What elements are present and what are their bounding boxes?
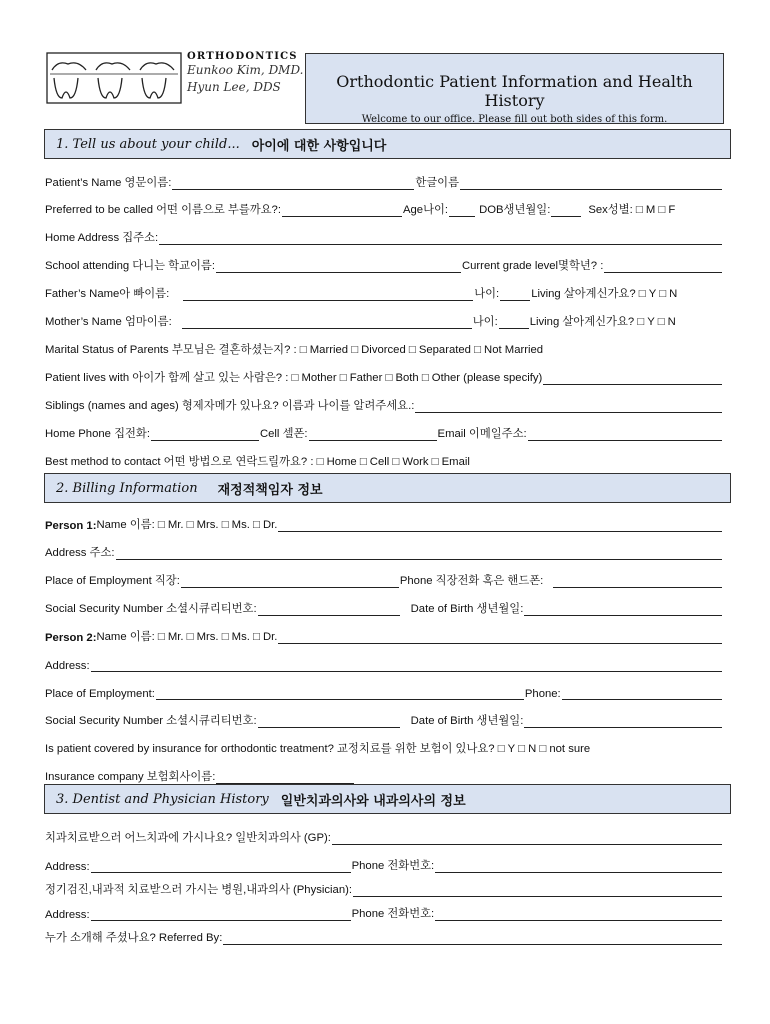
form-subtitle: Welcome to our office. Please fill out both sides of this form. [361, 114, 668, 125]
person1-ssn-label: Social Security Number 소셜시큐리티번호: [45, 603, 257, 615]
referred-field[interactable] [223, 932, 722, 945]
home-address-label: Home Address 집주소: [45, 232, 159, 244]
row-patient-name [45, 172, 723, 190]
person1-phone-field[interactable] [553, 575, 722, 588]
home-phone-field[interactable] [151, 428, 259, 441]
gp-phone-label: Phone 전화번호: [351, 860, 435, 872]
person1-ssn-field[interactable] [258, 603, 400, 616]
section-3-header [44, 784, 731, 814]
physician-field[interactable] [353, 884, 722, 897]
cell-label: Cell 셀폰: [259, 428, 308, 440]
section-1-title: 1. Tell us about your child... [56, 136, 240, 152]
section-1-title-ko: 아이에 대한 사항입니다 [251, 138, 387, 154]
section-2-header [44, 473, 731, 503]
grade-label: Current grade level몇학년? : [461, 260, 604, 272]
tooth-logo-icon [46, 52, 182, 104]
father-label: Father’s Name아 빠이름: [45, 288, 170, 300]
practice-name: ORTHODONTICS [187, 51, 298, 62]
person2-dob-field[interactable] [524, 715, 722, 728]
practice-info [187, 51, 305, 96]
insurance-question[interactable]: Is patient covered by insurance for orthodontic treatment? 교정치료를 위한 보험이 있나요? □ Y □ N □ not sure [45, 743, 591, 755]
person2-name-field[interactable] [278, 631, 722, 644]
row-lives-with [45, 367, 723, 385]
person2-label: Person 2: [45, 632, 97, 644]
preferred-label: Preferred to be called 어떤 이름으로 부를까요?: [45, 204, 281, 216]
korean-name-label: 한글이름 [415, 177, 459, 189]
row-referred [45, 927, 723, 945]
referred-label: 누가 소개해 주셨나요? Referred By: [45, 932, 223, 944]
siblings-field[interactable] [415, 400, 722, 413]
row-home-address [45, 227, 723, 245]
row-contact [45, 451, 723, 469]
physician-phone-label: Phone 전화번호: [351, 908, 435, 920]
person2-address-field[interactable] [91, 659, 722, 672]
doctor-1: Eunkoo Kim, DMD. [187, 63, 304, 77]
patient-name-label: Patient’s Name 영문이름: [45, 177, 172, 189]
school-field[interactable] [216, 260, 461, 273]
row-mother [45, 311, 723, 329]
person1-address-label: Address 주소: [45, 547, 115, 559]
row-person1-name [45, 514, 723, 532]
grade-field[interactable] [604, 260, 722, 273]
row-insurance-question [45, 738, 723, 756]
father-field[interactable] [183, 288, 473, 301]
row-person1-address [45, 542, 723, 560]
preferred-field[interactable] [282, 204, 402, 217]
age-label: Age나이: [402, 204, 449, 216]
row-school [45, 255, 723, 273]
person1-name-label[interactable]: Name 이름: □ Mr. □ Mrs. □ Ms. □ Dr. [96, 519, 278, 531]
father-living[interactable]: Living 살아계신가요? □ Y □ N [531, 288, 678, 300]
contact-method[interactable]: Best method to contact 어떤 방법으로 연락드릴까요? : □ Home □ Cell □ Work □ Email [45, 456, 470, 468]
row-person2-name [45, 626, 723, 644]
section-3-title: 3. Dentist and Physician History [56, 791, 269, 807]
gp-phone-field[interactable] [435, 860, 722, 873]
age-field[interactable] [449, 204, 475, 217]
insurance-company-field[interactable] [216, 771, 354, 784]
person2-phone-label: Phone: [524, 688, 561, 700]
dob-field[interactable] [551, 204, 581, 217]
person2-name-label[interactable]: Name 이름: □ Mr. □ Mrs. □ Ms. □ Dr. [96, 631, 278, 643]
person1-address-field[interactable] [116, 547, 722, 560]
row-marital [45, 339, 723, 357]
row-phones [45, 423, 723, 441]
person2-phone-field[interactable] [562, 687, 722, 700]
school-label: School attending 다니는 학교이름: [45, 260, 215, 272]
person1-dob-field[interactable] [524, 603, 722, 616]
mother-label: Mother’s Name 엄마이름: [45, 316, 172, 328]
dob-label: DOB생년월일: [479, 204, 551, 216]
person2-ssn-label: Social Security Number 소셜시큐리티번호: [45, 715, 257, 727]
person2-employment-label: Place of Employment: [45, 688, 155, 700]
person1-employment-label: Place of Employment 직장: [45, 575, 180, 587]
lives-with-label[interactable]: Patient lives with 아이가 함께 살고 있는 사람은? : □ Mother □ Father □ Both □ Other (please specify) [45, 372, 543, 384]
row-person2-ssn [45, 710, 723, 728]
row-person2-employment [45, 682, 723, 700]
section-2-title-ko: 재정적책임자 정보 [217, 482, 323, 498]
email-label: Email 이메일주소: [437, 428, 527, 440]
title-box [305, 53, 724, 124]
person2-employment-field[interactable] [156, 687, 524, 700]
physician-address-field[interactable] [91, 908, 351, 921]
row-preferred [45, 199, 723, 217]
cell-field[interactable] [309, 428, 437, 441]
section-2-title: 2. Billing Information [56, 480, 198, 496]
father-age-field[interactable] [500, 288, 530, 301]
row-person1-employment [45, 570, 723, 588]
row-person2-address [45, 654, 723, 672]
gp-label: 치과치료받으러 어느치과에 가시나요? 일반치과의사 (GP): [45, 832, 331, 844]
patient-name-field[interactable] [172, 177, 414, 190]
email-field[interactable] [528, 428, 722, 441]
gp-address-field[interactable] [91, 860, 351, 873]
father-age-label: 나이: [474, 288, 500, 300]
section-1-header [44, 129, 731, 159]
mother-age-label: 나이: [472, 316, 498, 328]
physician-address-label: Address: [45, 909, 90, 921]
physician-label: 정기검진,내과적 치료받으러 가시는 병원,내과의사 (Physician): [45, 884, 353, 896]
person1-name-field[interactable] [278, 519, 722, 532]
gp-address-label: Address: [45, 861, 90, 873]
person1-phone-label: Phone 직장전화 혹은 핸드폰: [399, 575, 544, 587]
person1-employment-field[interactable] [181, 575, 399, 588]
row-person1-ssn [45, 598, 723, 616]
person2-address-label: Address: [45, 660, 90, 672]
home-phone-label: Home Phone 집전화: [45, 428, 150, 440]
person2-dob-label: Date of Birth 생년월일: [410, 715, 524, 727]
korean-name-field[interactable] [460, 177, 722, 190]
mother-field[interactable] [182, 316, 472, 329]
mother-age-field[interactable] [499, 316, 529, 329]
person1-label: Person 1: [45, 520, 97, 532]
lives-with-other-field[interactable] [543, 372, 722, 385]
row-siblings [45, 395, 723, 413]
row-insurance-company [45, 766, 723, 784]
section-3-title-ko: 일반치과의사와 내과의사의 정보 [280, 793, 466, 809]
doctor-2: Hyun Lee, DDS [187, 80, 281, 94]
person1-dob-label: Date of Birth 생년월일: [410, 603, 524, 615]
insurance-company-label: Insurance company 보험회사이름: [45, 771, 216, 783]
row-physician [45, 879, 723, 897]
row-physician-address [45, 903, 723, 921]
form-title: Orthodontic Patient Information and Health History [336, 72, 693, 110]
physician-phone-field[interactable] [435, 908, 722, 921]
home-address-field[interactable] [159, 232, 722, 245]
sex-label[interactable]: Sex성별: □ M □ F [588, 204, 676, 216]
row-father [45, 283, 723, 301]
gp-field[interactable] [332, 832, 722, 845]
row-gp-address [45, 855, 723, 873]
siblings-label: Siblings (names and ages) 형제자메가 있나요? 이름과 나이를 알려주세요.: [45, 400, 415, 412]
marital-status[interactable]: Marital Status of Parents 부모님은 결혼하셨는지? : □ Married □ Divorced □ Separated □ Not Married [45, 344, 544, 356]
row-gp [45, 827, 723, 845]
person2-ssn-field[interactable] [258, 715, 400, 728]
mother-living[interactable]: Living 살아계신가요? □ Y □ N [529, 316, 676, 328]
